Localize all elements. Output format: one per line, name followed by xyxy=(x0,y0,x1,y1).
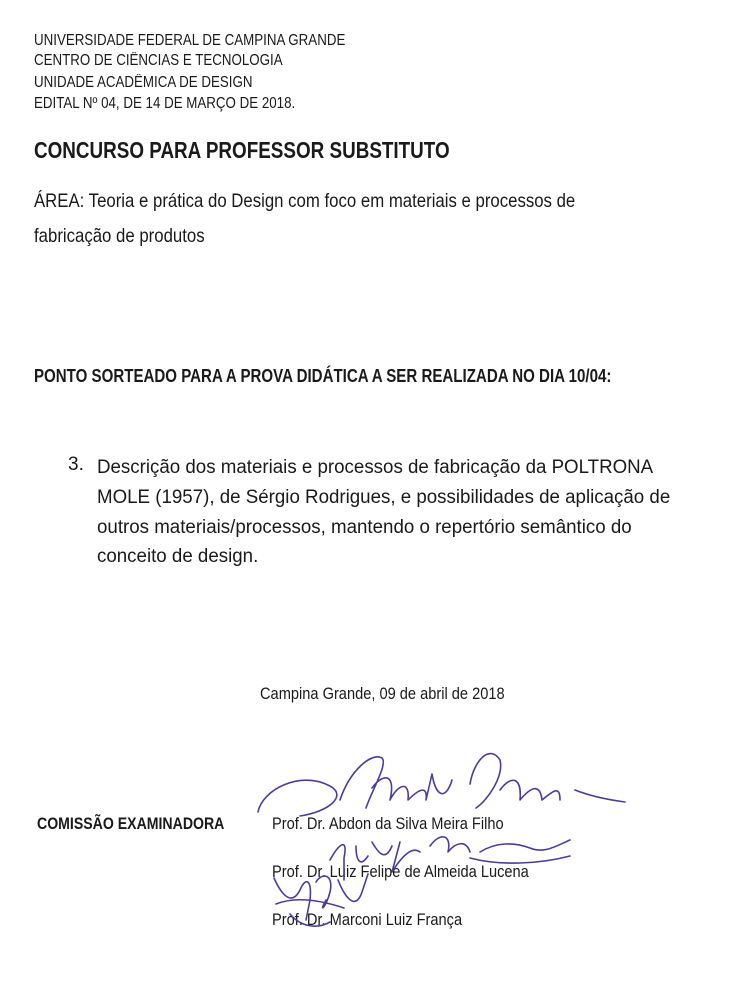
item-number: 3. xyxy=(68,454,84,475)
item-line-2: MOLE (1957), de Sérgio Rodrigues, e possibilidades de aplicação de xyxy=(97,487,671,508)
signature-1 xyxy=(258,754,625,816)
area-line-2: fabricação de produtos xyxy=(34,225,205,247)
header-edital: EDITAL Nº 04, DE 14 DE MARÇO DE 2018. xyxy=(34,95,296,112)
header-university: UNIVERSIDADE FEDERAL DE CAMPINA GRANDE xyxy=(34,32,346,49)
item-line-3: outros materiais/processos, mantendo o repertório semântico do xyxy=(97,517,632,538)
ponto-heading: PONTO SORTEADO PARA A PROVA DIDÁTICA A SER REALIZADA NO DIA 10/04: xyxy=(34,366,612,386)
place-date: Campina Grande, 09 de abril de 2018 xyxy=(260,684,505,703)
header-unit: UNIDADE ACADÊMICA DE DESIGN xyxy=(34,74,253,91)
item-line-4: conceito de design. xyxy=(97,546,259,567)
header-center: CENTRO DE CIÊNCIAS E TECNOLOGIA xyxy=(34,52,283,69)
document-title: CONCURSO PARA PROFESSOR SUBSTITUTO xyxy=(34,137,450,163)
area-line-1: ÁREA: Teoria e prática do Design com foco em materiais e processos de xyxy=(34,190,576,212)
item-line-1: Descrição dos materiais e processos de fabricação da POLTRONA xyxy=(97,457,654,478)
commission-member: Prof. Dr. Luiz Felipe de Almeida Lucena xyxy=(272,862,529,881)
commission-member: Prof. Dr. Abdon da Silva Meira Filho xyxy=(272,814,504,833)
commission-member: Prof. Dr. Marconi Luiz França xyxy=(272,910,463,929)
commission-label: COMISSÃO EXAMINADORA xyxy=(37,814,225,833)
